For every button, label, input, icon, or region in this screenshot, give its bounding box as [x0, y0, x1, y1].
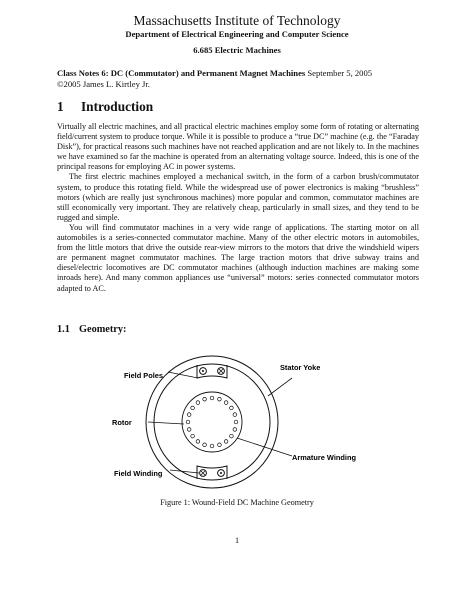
armature-conductor — [224, 401, 228, 405]
armature-conductor — [191, 434, 195, 438]
armature-conductor — [230, 434, 234, 438]
armature-conductor — [203, 397, 207, 401]
armature-conductor — [224, 440, 228, 444]
class-notes-header — [57, 68, 429, 90]
armature-conductor — [196, 401, 200, 405]
institution-title: Massachusetts Institute of Technology — [133, 13, 341, 28]
subsection-title: Geometry: — [79, 324, 127, 335]
armature-conductor — [203, 443, 207, 447]
armature-conductor — [186, 420, 190, 424]
armature-conductor — [196, 440, 200, 444]
paragraph: You will find commutator machines in a very wide range of applications. The starting motor on all automobiles is a series-connected commutator machine. Many of the other electric motors in automobiles, from the little motors that drive the outside rear-view mirrors to the motors that drive the windshield wipers are permanent magnet commutator machines. The large traction motors that drive subway trains and diesel/electric locomotives are DC commutator machines (although induction machines are making some inroads here). And many common appliances use “universal” motors: series connected commutator motors adapted to AC. — [57, 222, 419, 293]
notes-copyright: ©2005 James L. Kirtley Jr. — [57, 79, 150, 89]
field-pole-bottom — [197, 466, 227, 479]
section-title: Introduction — [81, 99, 154, 114]
page-number: 1 — [234, 536, 240, 545]
armature-conductor — [233, 413, 237, 417]
notes-title: Class Notes 6: DC (Commutator) and Permanent Magnet Machines — [57, 68, 306, 78]
section-number: 1 — [57, 99, 64, 114]
armature-conductor — [218, 443, 222, 447]
paragraph: Virtually all electric machines, and all practical electric machines employ some form of rotating or alternating field/current system to produce torque. While it is possible to produce a “true DC” machine (e.g. the “Faraday Disk”), for practical reasons such machines have not reached application and are not likely to. In the machines we have examined so far the machine is operated from an alternating voltage source. Indeed, this is one of the principal reasons for employing AC in power systems. — [57, 122, 419, 172]
armature-conductor — [210, 444, 214, 448]
armature-winding — [186, 396, 238, 448]
armature-conductor — [191, 406, 195, 410]
stator-yoke-inner — [154, 364, 270, 480]
label-field-winding: Field Winding — [114, 469, 163, 478]
label-rotor: Rotor — [112, 418, 132, 427]
armature-conductor — [187, 413, 191, 417]
label-armature-winding: Armature Winding — [292, 453, 356, 462]
armature-conductor — [233, 428, 237, 432]
course-name: 6.685 Electric Machines — [193, 45, 281, 55]
paragraph: The first electric machines employed a mechanical switch, in the form of a carbon brush/commutator system, to produce this rotating field. While the widespread use of power electronics is making “brushless” motors (which are really just synchronous machines) more popular and common, commutator machines are still economically very important. They are relatively cheap, particularly in small sizes, and they tend to be rugged and simple. — [57, 172, 419, 222]
armature-conductor — [218, 397, 222, 401]
armature-conductor — [230, 406, 234, 410]
armature-conductor — [210, 396, 214, 400]
subsection-heading-geometry — [57, 324, 126, 335]
armature-conductor — [234, 420, 238, 424]
label-field-poles: Field Poles — [124, 371, 164, 380]
introduction-body — [57, 122, 419, 294]
subsection-number: 1.1 — [57, 324, 70, 335]
field-pole-top — [197, 365, 227, 378]
department-name: Department of Electrical Engineering and Computer Science — [125, 29, 349, 39]
armature-conductor — [187, 428, 191, 432]
label-stator-yoke: Stator Yoke — [280, 363, 321, 372]
dc-machine-geometry-figure — [100, 352, 380, 492]
notes-date: September 5, 2005 — [307, 68, 373, 78]
section-heading-introduction — [57, 99, 153, 115]
figure-caption: Figure 1: Wound-Field DC Machine Geometry — [160, 498, 314, 507]
rotor — [182, 392, 242, 452]
